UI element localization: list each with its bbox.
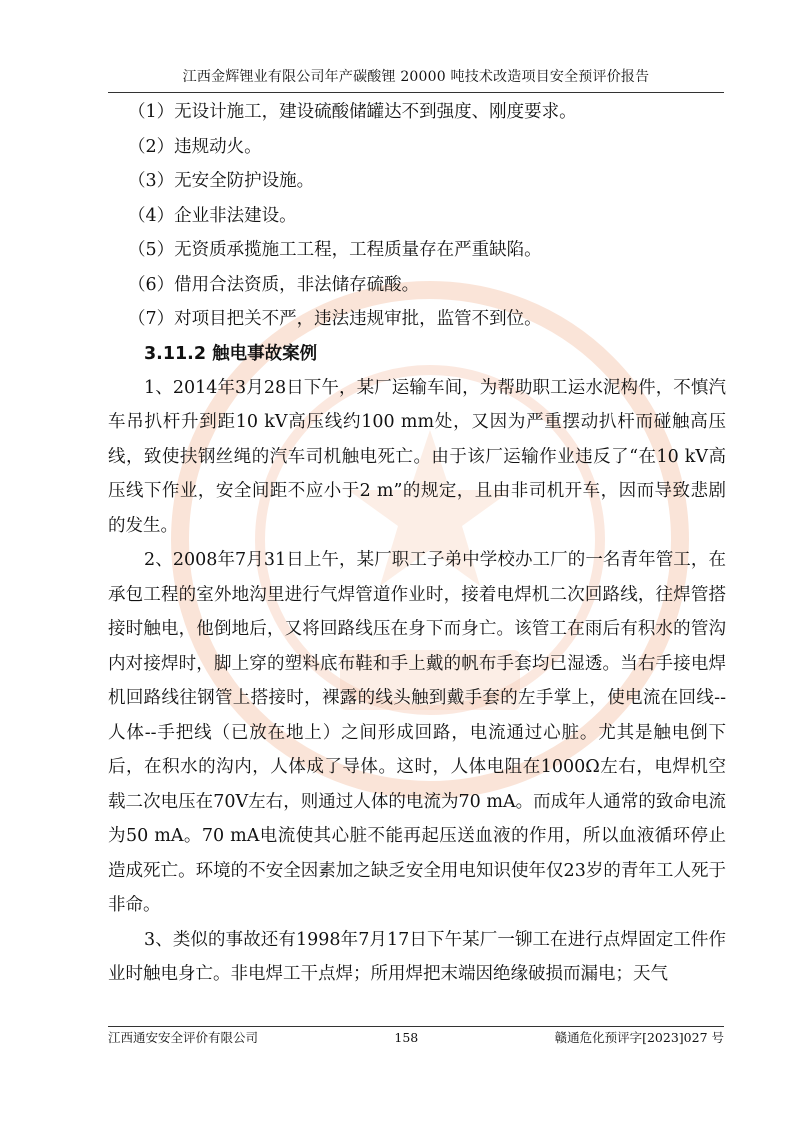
- page-body: [108, 95, 726, 992]
- header-title: 江西金辉锂业有限公司年产碳酸锂 20000 吨技术改造项目安全预评价报告: [182, 69, 650, 85]
- list-item: （2）违规动火。: [128, 136, 262, 157]
- list-item: （3）无安全防护设施。: [128, 171, 315, 191]
- document-number: 赣通危化预评字[2023]027 号: [554, 1030, 724, 1045]
- list-item: （5）无资质承揽施工工程，工程质量存在严重缺陷。: [128, 240, 542, 260]
- section-heading: 3.11.2 触电事故案例: [144, 343, 318, 364]
- list-item: （6）借用合法资质，非法储存硫酸。: [128, 274, 420, 295]
- page-footer: [108, 1026, 724, 1048]
- paragraph-case-3: 3、类似的事故还有1998年7月17日下午某厂一铆工在进行点焊固定工件作业时触电身亡。非电焊工干点焊；所用焊把末端因绝缘破损而漏电；天气: [108, 929, 726, 984]
- footer-company: 江西通安安全评价有限公司: [108, 1030, 259, 1045]
- paragraph-case-1: 1、2014年3月28日下午，某厂运输车间，为帮助职工运水泥构件，不慎汽车吊扒杆升到距10 kV高压线约100 mm处，又因为严重摆动扒杆而碰触高压线，致使扶钢丝绳的汽车司机触电死亡。由于该厂运输作业违反了“在10 kV高压线下作业，安全间距不应小于2 m”的规定，且由非司机开车，因而导致悲剧的发生。: [108, 377, 726, 536]
- list-item: （1）无设计施工，建设硫酸储罐达不到强度、刚度要求。: [128, 102, 577, 122]
- list-item: （4）企业非法建设。: [128, 205, 297, 226]
- list-item: （7）对项目把关不严，违法违规审批，监管不到位。: [128, 309, 542, 329]
- page-header: [108, 66, 724, 93]
- paragraph-case-2: 2、2008年7月31日上午，某厂职工子弟中学校办工厂的一名青年管工，在承包工程的室外地沟里进行气焊管道作业时，接着电焊机二次回路线，往焊管搭接时触电，他倒地后，又将回路线压在身下而身亡。该管工在雨后有积水的管沟内对接焊时，脚上穿的塑料底布鞋和手上戴的帆布手套均已湿透。当右手接电焊机回路线往钢管上搭接时，裸露的线头触到戴手套的左手掌上，使电流在回线--人体--手把线（已放在地上）之间形成回路，电流通过心脏。尤其是触电倒下后，在积水的沟内，人体成了导体。这时，人体电阻在1000Ω左右，电焊机空载二次电压在70V左右，则通过人体的电流为70 mA。而成年人通常的致命电流为50 mA。70 mA电流使其心脏不能再起压送血液的作用，所以血液循环停止造成死亡。环境的不安全因素加之缺乏安全用电知识使年仅23岁的青年工人死于非命。: [108, 550, 726, 915]
- page-number: 158: [394, 1030, 419, 1045]
